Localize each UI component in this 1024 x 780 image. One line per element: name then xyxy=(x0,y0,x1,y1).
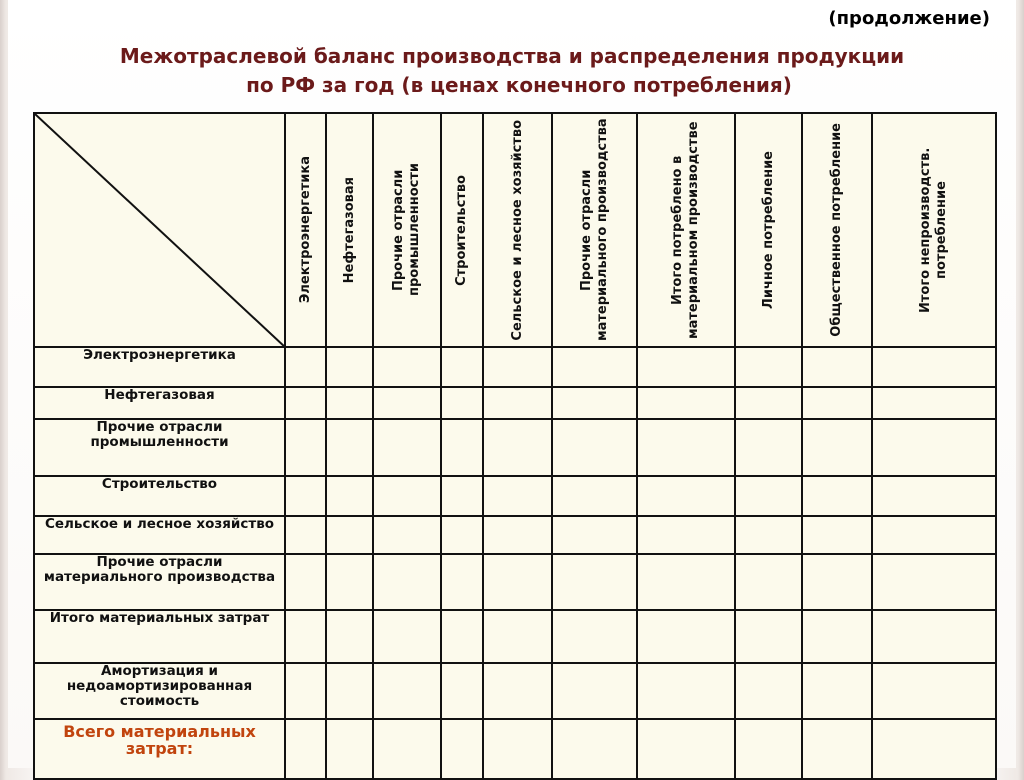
table-cell[interactable] xyxy=(552,347,637,387)
table-cell[interactable] xyxy=(637,387,735,419)
table-cell[interactable] xyxy=(483,347,552,387)
table-cell[interactable] xyxy=(872,516,996,554)
table-cell[interactable] xyxy=(326,516,373,554)
table-cell[interactable] xyxy=(802,387,872,419)
table-cell[interactable] xyxy=(285,419,326,476)
table-cell[interactable] xyxy=(483,387,552,419)
table-row-construction xyxy=(34,476,996,516)
table-cell[interactable] xyxy=(735,554,802,610)
table-cell[interactable] xyxy=(872,347,996,387)
column-header-electro xyxy=(285,113,326,347)
table-cell[interactable] xyxy=(802,347,872,387)
header-row xyxy=(34,113,996,347)
column-header-label: Сельское и лесное хозяйство xyxy=(509,119,525,341)
table-cell[interactable] xyxy=(802,419,872,476)
table-cell[interactable] xyxy=(483,419,552,476)
table-cell[interactable] xyxy=(441,347,483,387)
table-cell[interactable] xyxy=(552,719,637,779)
column-header-label: Прочие отрасли материального производства xyxy=(578,118,610,342)
table-cell[interactable] xyxy=(373,719,441,779)
table-cell[interactable] xyxy=(285,719,326,779)
table-cell[interactable] xyxy=(637,663,735,719)
table-cell[interactable] xyxy=(552,419,637,476)
page-title xyxy=(0,42,1024,100)
table-cell[interactable] xyxy=(326,719,373,779)
column-header-label: Итого непроизводств. потребление xyxy=(918,147,949,313)
table-cell[interactable] xyxy=(326,663,373,719)
title-line-2: по РФ за год (в ценах конечного потребления) xyxy=(246,73,792,97)
column-header-other_material xyxy=(552,113,637,347)
diagonal-line xyxy=(35,114,286,348)
table-cell[interactable] xyxy=(483,719,552,779)
table-cell[interactable] xyxy=(441,554,483,610)
table-cell[interactable] xyxy=(552,610,637,663)
table-cell[interactable] xyxy=(483,610,552,663)
table-cell[interactable] xyxy=(373,476,441,516)
table-cell[interactable] xyxy=(373,387,441,419)
column-header-agri_forest xyxy=(483,113,552,347)
table-cell[interactable] xyxy=(802,663,872,719)
table-cell[interactable] xyxy=(326,610,373,663)
table-cell[interactable] xyxy=(326,476,373,516)
table-cell[interactable] xyxy=(373,516,441,554)
table-cell[interactable] xyxy=(802,516,872,554)
table-cell[interactable] xyxy=(285,663,326,719)
table-cell[interactable] xyxy=(326,419,373,476)
table-cell[interactable] xyxy=(483,516,552,554)
table-cell[interactable] xyxy=(637,719,735,779)
table-cell[interactable] xyxy=(552,663,637,719)
table-cell[interactable] xyxy=(285,387,326,419)
table-cell[interactable] xyxy=(441,663,483,719)
table-cell[interactable] xyxy=(802,476,872,516)
table-cell[interactable] xyxy=(373,419,441,476)
table-cell[interactable] xyxy=(441,516,483,554)
column-header-label: Нефтегазовая xyxy=(341,176,357,284)
table-cell[interactable] xyxy=(735,516,802,554)
column-header-label: Итого потреблено в материальном производстве xyxy=(670,121,701,339)
table-cell[interactable] xyxy=(637,610,735,663)
table-cell[interactable] xyxy=(735,610,802,663)
column-header-label: Электроэнергетика xyxy=(297,156,313,304)
column-header-total_consumed xyxy=(637,113,735,347)
table-cell[interactable] xyxy=(872,719,996,779)
row-label: Итого материальных затрат xyxy=(34,610,285,663)
table-row-other_material xyxy=(34,554,996,610)
table-cell[interactable] xyxy=(373,663,441,719)
column-header-other_industry xyxy=(373,113,441,347)
table-cell[interactable] xyxy=(326,387,373,419)
table-row-other_industry xyxy=(34,419,996,476)
column-header-label: Общественное потребление xyxy=(829,123,844,337)
column-header-oilgas xyxy=(326,113,373,347)
table-row-grand_total xyxy=(34,719,996,779)
table-cell[interactable] xyxy=(483,476,552,516)
table-cell[interactable] xyxy=(552,476,637,516)
table-cell[interactable] xyxy=(285,476,326,516)
table-cell[interactable] xyxy=(552,554,637,610)
row-label: Прочие отрасли промышленности xyxy=(34,419,285,476)
row-label: Прочие отрасли материального производства xyxy=(34,554,285,610)
row-label: Электроэнергетика xyxy=(34,347,285,387)
balance-table xyxy=(33,112,997,780)
table-cell[interactable] xyxy=(326,554,373,610)
row-label: Нефтегазовая xyxy=(34,387,285,419)
column-header-construction xyxy=(441,113,483,347)
row-label: Строительство xyxy=(34,476,285,516)
table-row-amortization xyxy=(34,663,996,719)
table-cell[interactable] xyxy=(735,419,802,476)
table-cell[interactable] xyxy=(285,516,326,554)
table-cell[interactable] xyxy=(802,719,872,779)
table-cell[interactable] xyxy=(441,476,483,516)
row-label: Амортизация и недоамортизированная стоимость xyxy=(34,663,285,719)
column-header-total_nonprod xyxy=(872,113,996,347)
table-cell[interactable] xyxy=(735,663,802,719)
table-cell[interactable] xyxy=(552,387,637,419)
table-body xyxy=(34,113,996,779)
title-line-1: Межотраслевой баланс производства и распределения продукции xyxy=(119,44,905,68)
column-header-personal xyxy=(735,113,802,347)
table-cell[interactable] xyxy=(637,554,735,610)
column-header-label: Личное потребление xyxy=(760,151,776,309)
table-cell[interactable] xyxy=(872,610,996,663)
column-header-public xyxy=(802,113,872,347)
table-cell[interactable] xyxy=(637,347,735,387)
table-cell[interactable] xyxy=(872,476,996,516)
row-label: Сельское и лесное хозяйство xyxy=(34,516,285,554)
table-row-total_material xyxy=(34,610,996,663)
table-cell[interactable] xyxy=(441,610,483,663)
table-cell[interactable] xyxy=(326,347,373,387)
column-header-label: Строительство xyxy=(454,174,469,286)
table-row-agri_forest xyxy=(34,516,996,554)
table-cell[interactable] xyxy=(735,347,802,387)
table-cell[interactable] xyxy=(735,719,802,779)
row-label: Всего материальных затрат: xyxy=(34,719,285,779)
continuation-label: (продолжение) xyxy=(828,8,990,29)
table-cell[interactable] xyxy=(872,419,996,476)
table-cell[interactable] xyxy=(802,554,872,610)
table-cell[interactable] xyxy=(637,516,735,554)
corner-cell xyxy=(34,113,285,347)
table-cell[interactable] xyxy=(441,387,483,419)
table-cell[interactable] xyxy=(441,419,483,476)
table-cell[interactable] xyxy=(872,663,996,719)
table-cell[interactable] xyxy=(637,476,735,516)
table-row-oilgas xyxy=(34,387,996,419)
table-cell[interactable] xyxy=(735,387,802,419)
table-cell[interactable] xyxy=(802,610,872,663)
table-cell[interactable] xyxy=(552,516,637,554)
table-cell[interactable] xyxy=(373,554,441,610)
table-cell[interactable] xyxy=(483,663,552,719)
table-cell[interactable] xyxy=(285,554,326,610)
table-cell[interactable] xyxy=(373,610,441,663)
table-cell[interactable] xyxy=(872,387,996,419)
table-cell[interactable] xyxy=(483,554,552,610)
table-cell[interactable] xyxy=(735,476,802,516)
table-cell[interactable] xyxy=(285,347,326,387)
table-cell[interactable] xyxy=(872,554,996,610)
table-row-electro xyxy=(34,347,996,387)
table-cell[interactable] xyxy=(373,347,441,387)
table-cell[interactable] xyxy=(441,719,483,779)
column-header-label: Прочие отрасли промышленности xyxy=(391,163,422,297)
table-cell[interactable] xyxy=(285,610,326,663)
table-cell[interactable] xyxy=(637,419,735,476)
